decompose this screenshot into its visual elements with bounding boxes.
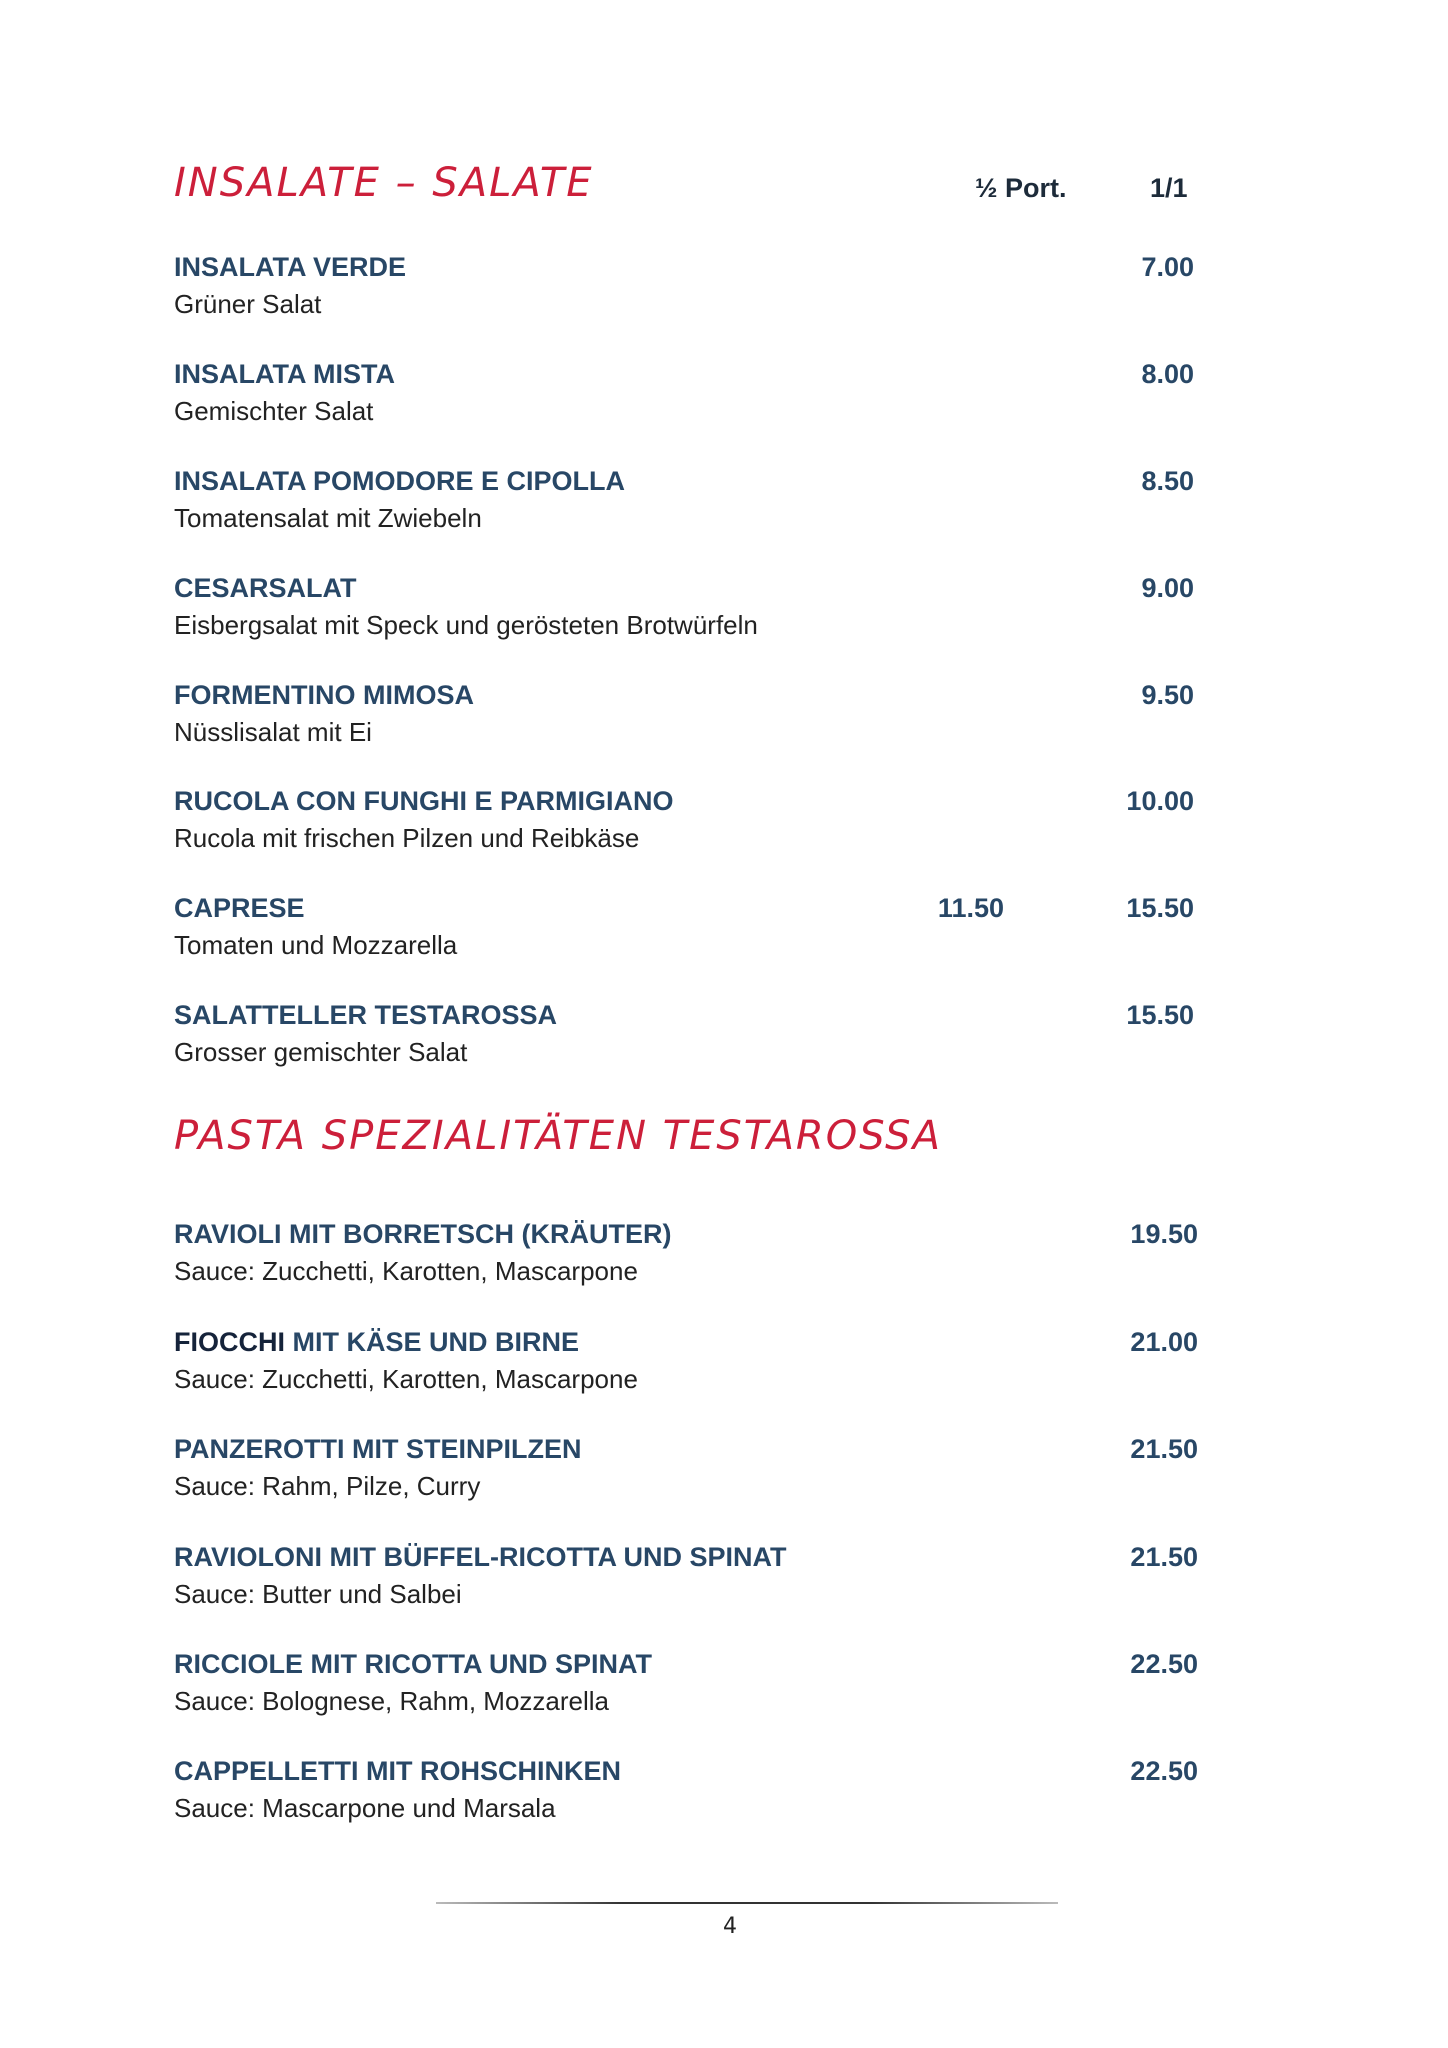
item-price: 19.50 — [1130, 1219, 1198, 1249]
item-name: RICCIOLE MIT RICOTTA UND SPINAT — [174, 1649, 652, 1679]
item-price: 21.00 — [1130, 1327, 1198, 1357]
item-price: 8.00 — [1141, 359, 1194, 389]
item-description: Sauce: Zucchetti, Karotten, Mascarpone — [174, 1256, 638, 1286]
footer-divider — [436, 1902, 1058, 1904]
menu-item — [174, 893, 1214, 973]
item-description: Grosser gemischter Salat — [174, 1037, 468, 1067]
item-price: 9.00 — [1141, 573, 1194, 603]
item-price: 21.50 — [1130, 1542, 1198, 1572]
menu-item — [174, 466, 1214, 546]
page-number: 4 — [723, 1914, 737, 1939]
item-price: 21.50 — [1130, 1434, 1198, 1464]
item-description: Sauce: Bolognese, Rahm, Mozzarella — [174, 1686, 610, 1716]
item-name: RUCOLA CON FUNGHI E PARMIGIANO — [174, 786, 674, 816]
item-name: SALATTELLER TESTAROSSA — [174, 1000, 557, 1030]
menu-item — [174, 1756, 1214, 1836]
item-name: CESARSALAT — [174, 573, 357, 603]
menu-item — [174, 1219, 1214, 1299]
item-price: 10.00 — [1126, 786, 1194, 816]
item-name: RAVIOLONI MIT BÜFFEL-RICOTTA UND SPINAT — [174, 1542, 787, 1572]
item-description: Grüner Salat — [174, 289, 322, 319]
item-name: INSALATA MISTA — [174, 359, 395, 389]
pasta-title: PASTA SPEZIALITÄTEN TESTAROSSA — [174, 1113, 942, 1159]
item-name-part: FIOCCHI — [174, 1327, 285, 1357]
item-price: 22.50 — [1130, 1756, 1198, 1786]
menu-item — [174, 573, 1214, 653]
item-description: Sauce: Mascarpone und Marsala — [174, 1793, 556, 1823]
menu-item — [174, 1434, 1214, 1514]
menu-item — [174, 1542, 1214, 1622]
item-description: Nüsslisalat mit Ei — [174, 717, 372, 747]
item-name-part: MIT KÄSE UND BIRNE — [285, 1327, 580, 1357]
menu-item — [174, 359, 1214, 439]
item-description: Sauce: Zucchetti, Karotten, Mascarpone — [174, 1364, 638, 1394]
item-name: PANZEROTTI MIT STEINPILZEN — [174, 1434, 582, 1464]
item-price: 22.50 — [1130, 1649, 1198, 1679]
menu-item — [174, 1000, 1214, 1080]
menu-item — [174, 786, 1214, 866]
item-name: FORMENTINO MIMOSA — [174, 680, 474, 710]
item-description: Tomaten und Mozzarella — [174, 930, 458, 960]
item-name: CAPRESE — [174, 893, 305, 923]
item-price-half: 11.50 — [937, 893, 1004, 923]
item-name: RAVIOLI MIT BORRETSCH (KRÄUTER) — [174, 1219, 672, 1249]
menu-item — [174, 252, 1214, 332]
menu-item — [174, 1327, 1214, 1407]
item-description: Sauce: Rahm, Pilze, Curry — [174, 1471, 481, 1501]
item-name — [174, 1327, 579, 1358]
item-description: Eisbergsalat mit Speck und gerösteten Brotwürfeln — [174, 610, 758, 640]
item-price: 8.50 — [1141, 466, 1194, 496]
item-description: Tomatensalat mit Zwiebeln — [174, 503, 482, 533]
item-price: 7.00 — [1141, 252, 1194, 282]
full-portion-header: 1/1 — [1150, 173, 1188, 203]
item-description: Rucola mit frischen Pilzen und Reibkäse — [174, 823, 640, 853]
item-price: 15.50 — [1126, 893, 1194, 923]
item-description: Gemischter Salat — [174, 396, 374, 426]
half-portion-header: ½ Port. — [975, 173, 1067, 203]
item-name: CAPPELLETTI MIT ROHSCHINKEN — [174, 1756, 622, 1786]
item-name: INSALATA POMODORE E CIPOLLA — [174, 466, 625, 496]
item-description: Sauce: Butter und Salbei — [174, 1579, 462, 1609]
item-price: 15.50 — [1126, 1000, 1194, 1030]
item-name: INSALATA VERDE — [174, 252, 407, 282]
salads-title: INSALATE – SALATE — [174, 160, 594, 206]
item-price: 9.50 — [1141, 680, 1194, 710]
menu-item — [174, 1649, 1214, 1729]
menu-item — [174, 680, 1214, 760]
